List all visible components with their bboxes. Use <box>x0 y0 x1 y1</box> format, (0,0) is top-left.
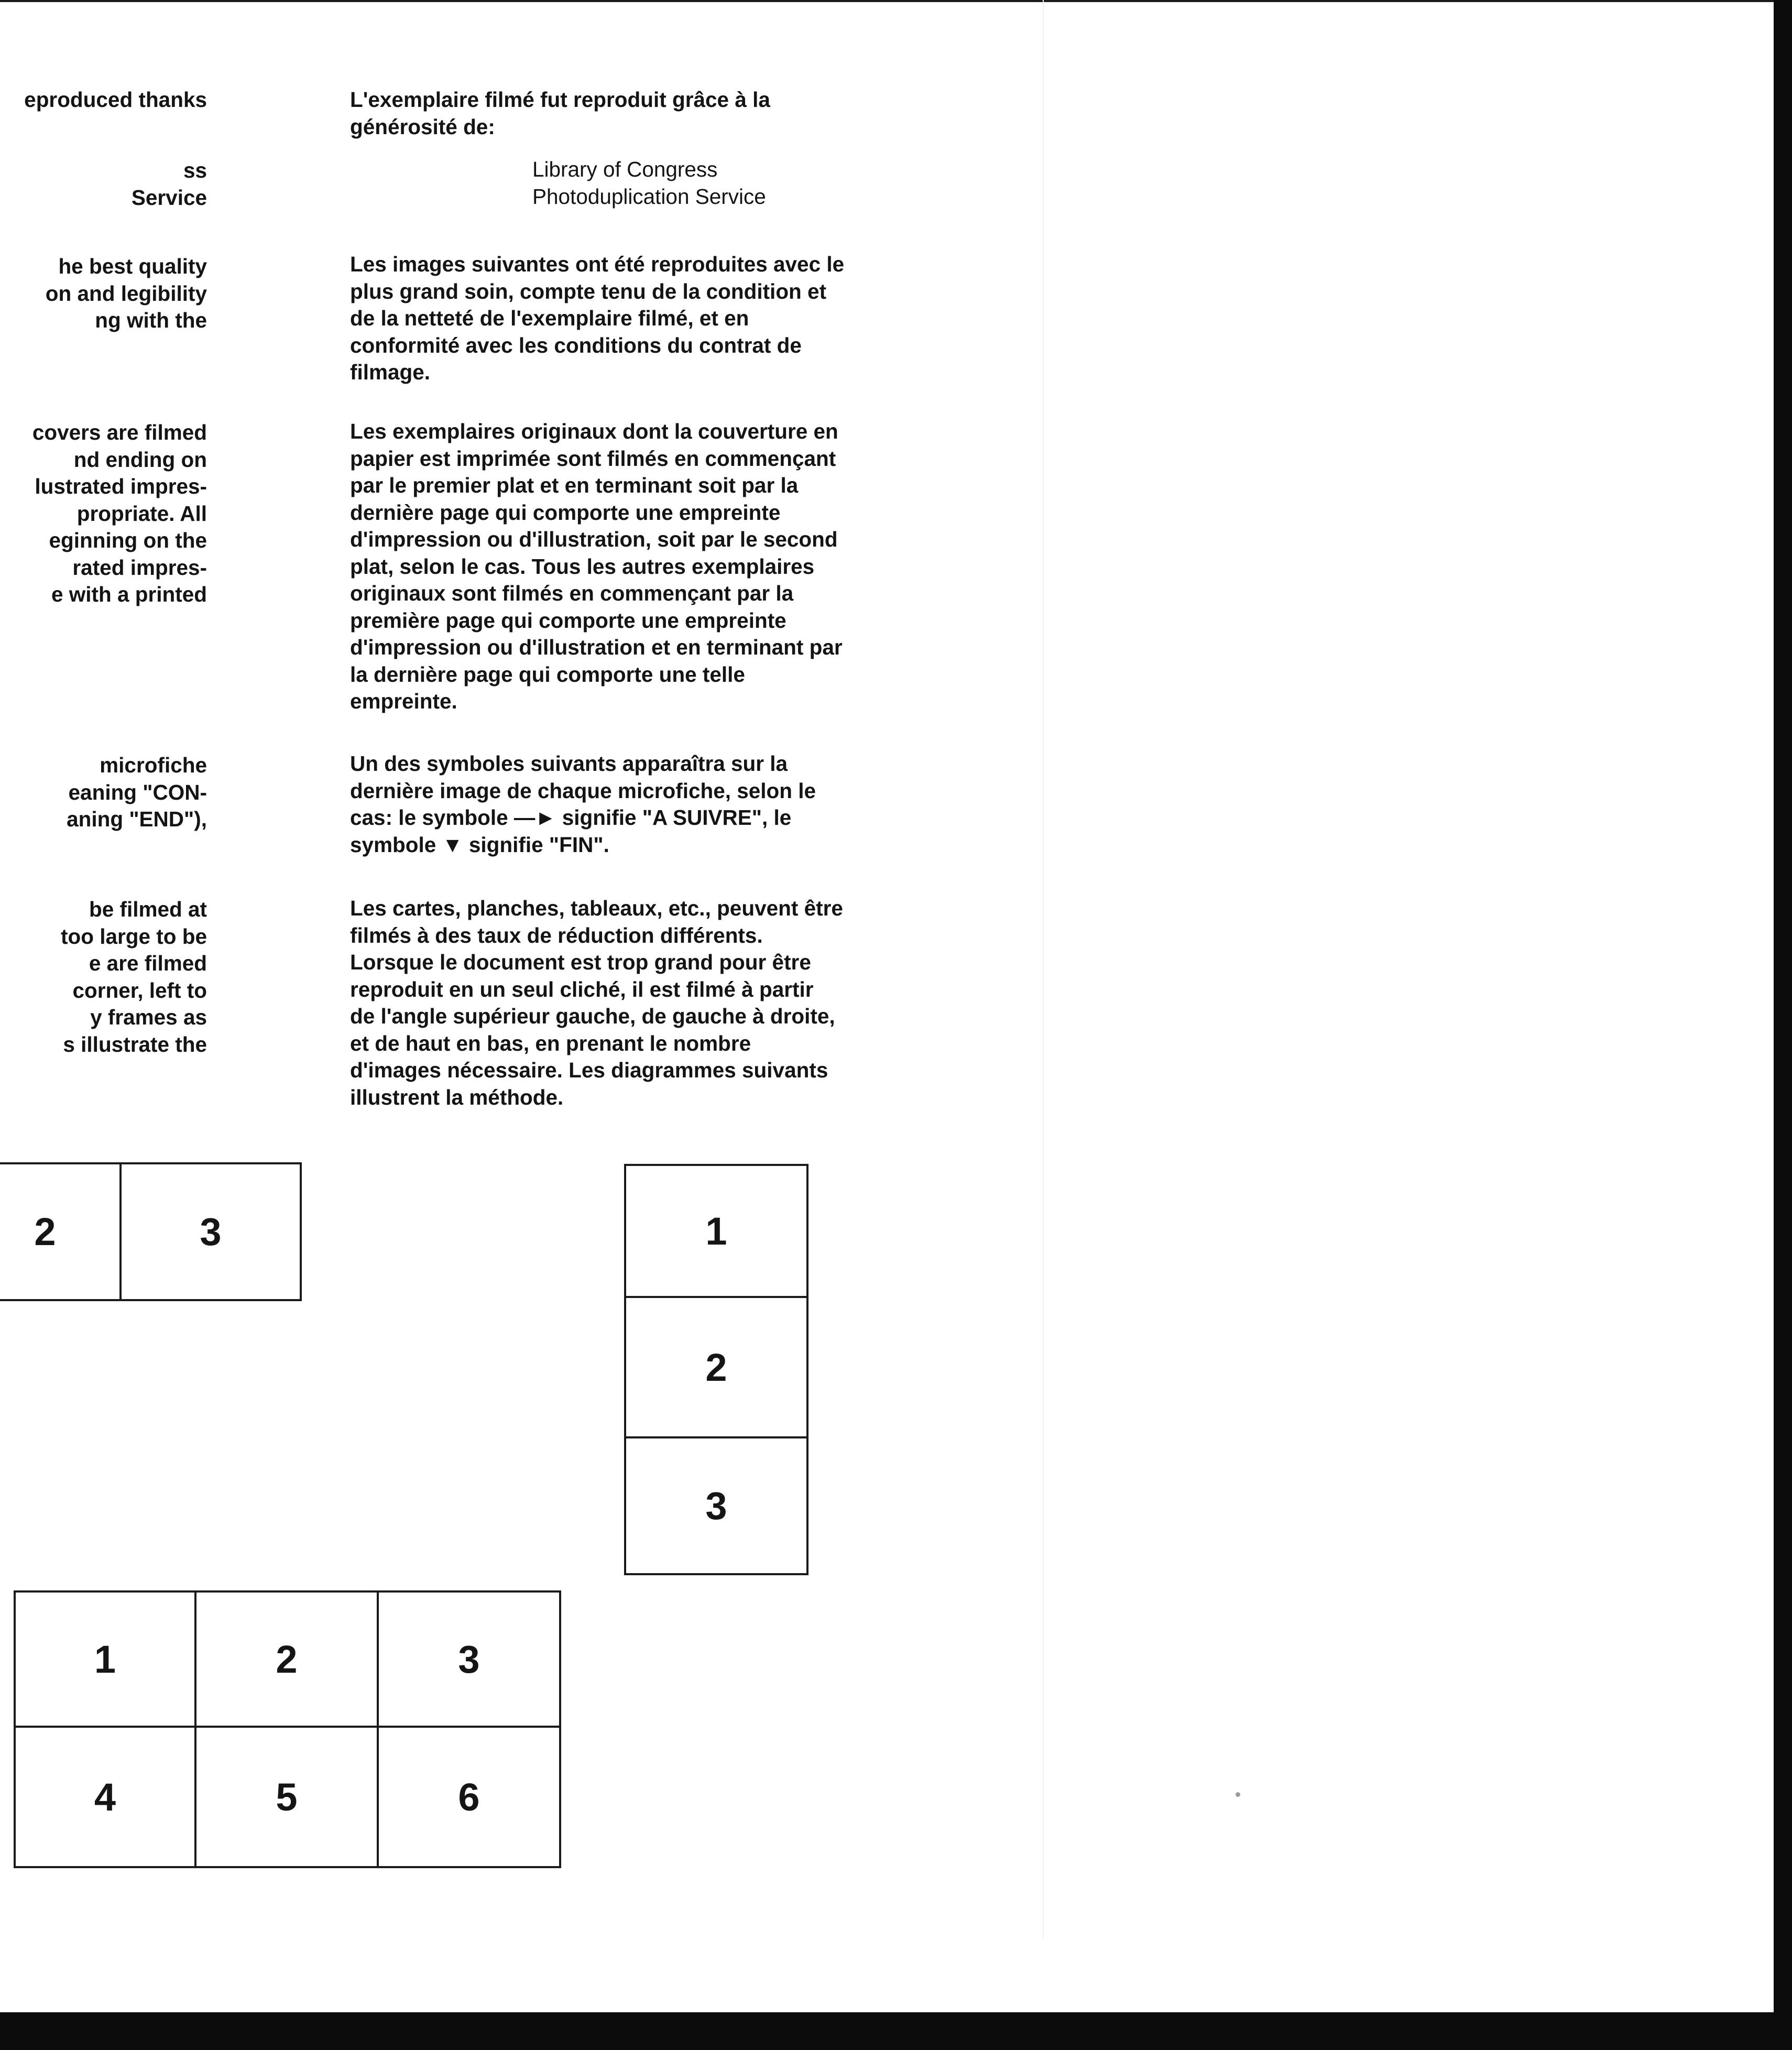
english-para-2: ss Service <box>131 158 207 210</box>
diagram-grid-frame-4: 4 <box>14 1726 196 1868</box>
top-edge <box>0 0 1774 2</box>
french-para-1: L'exemplaire filmé fut reproduit grâce à la générosité de: <box>350 88 770 139</box>
diagram-grid-frame-1: 1 <box>14 1590 196 1728</box>
diagram-column-frame-3: 3 <box>624 1436 808 1575</box>
diagram-row-frame-3: 3 <box>119 1162 302 1301</box>
french-para-5: Un des symboles suivants apparaîtra sur la dernière image de chaque microfiche, selon le cas: le symbole —► signifie "A SUIVRE", le symbole ▼ signifie "FIN". <box>350 751 816 857</box>
english-para-1: eproduced thanks <box>24 88 207 112</box>
english-para-4: covers are filmed nd ending on lustrated impres- propriate. All eginning on the rated impres- e with a printed <box>32 420 207 606</box>
diagram-grid-frame-2: 2 <box>194 1590 379 1728</box>
diagram-row-frame-2: 2 <box>0 1162 122 1301</box>
english-para-5: microfiche eaning "CON- aning "END"), <box>67 753 207 831</box>
french-para-3: Les images suivantes ont été reproduites avec le plus grand soin, compte tenu de la condition et de la netteté de l'exemplaire filmé, et en conformité avec les conditions du contrat de filmage. <box>350 252 845 384</box>
speck <box>1236 1792 1240 1797</box>
page-fold <box>1043 0 1044 1939</box>
library-credit: Library of Congress Photoduplication Service <box>532 157 766 209</box>
english-para-3: he best quality on and legibility ng with the <box>45 254 207 332</box>
diagram-grid-frame-3: 3 <box>377 1590 561 1728</box>
diagram-column-frame-1: 1 <box>624 1164 808 1298</box>
diagram-column-frame-2: 2 <box>624 1296 808 1438</box>
film-edge-bottom <box>0 2012 1792 2050</box>
diagram-grid-frame-5: 5 <box>194 1726 379 1868</box>
english-para-6: be filmed at too large to be e are filmed corner, left to y frames as s illustrate the <box>60 897 207 1056</box>
film-edge-right <box>1774 0 1792 2050</box>
french-para-6: Les cartes, planches, tableaux, etc., peuvent être filmés à des taux de réduction différents. Lorsque le document est trop grand pour être reproduit en un seul cliché, il est filmé à partir de l'angle supérieur gauche, de gauche à droite, et de haut en bas, en prenant le nombre d'images nécessaire. Les diagrammes suivants illustrent la méthode. <box>350 896 843 1109</box>
diagram-grid-frame-6: 6 <box>377 1726 561 1868</box>
french-para-4: Les exemplaires originaux dont la couverture en papier est imprimée sont filmés en commençant par le premier plat et en terminant soit par la dernière page qui comporte une empreinte d'impression ou d'illustration, soit par le second plat, selon le cas. Tous les autres exemplaires originaux sont filmés en commençant par la première page qui comporte une empreinte d'impression ou d'illustration et en terminant par la dernière page qui comporte une telle empreinte. <box>350 419 843 713</box>
